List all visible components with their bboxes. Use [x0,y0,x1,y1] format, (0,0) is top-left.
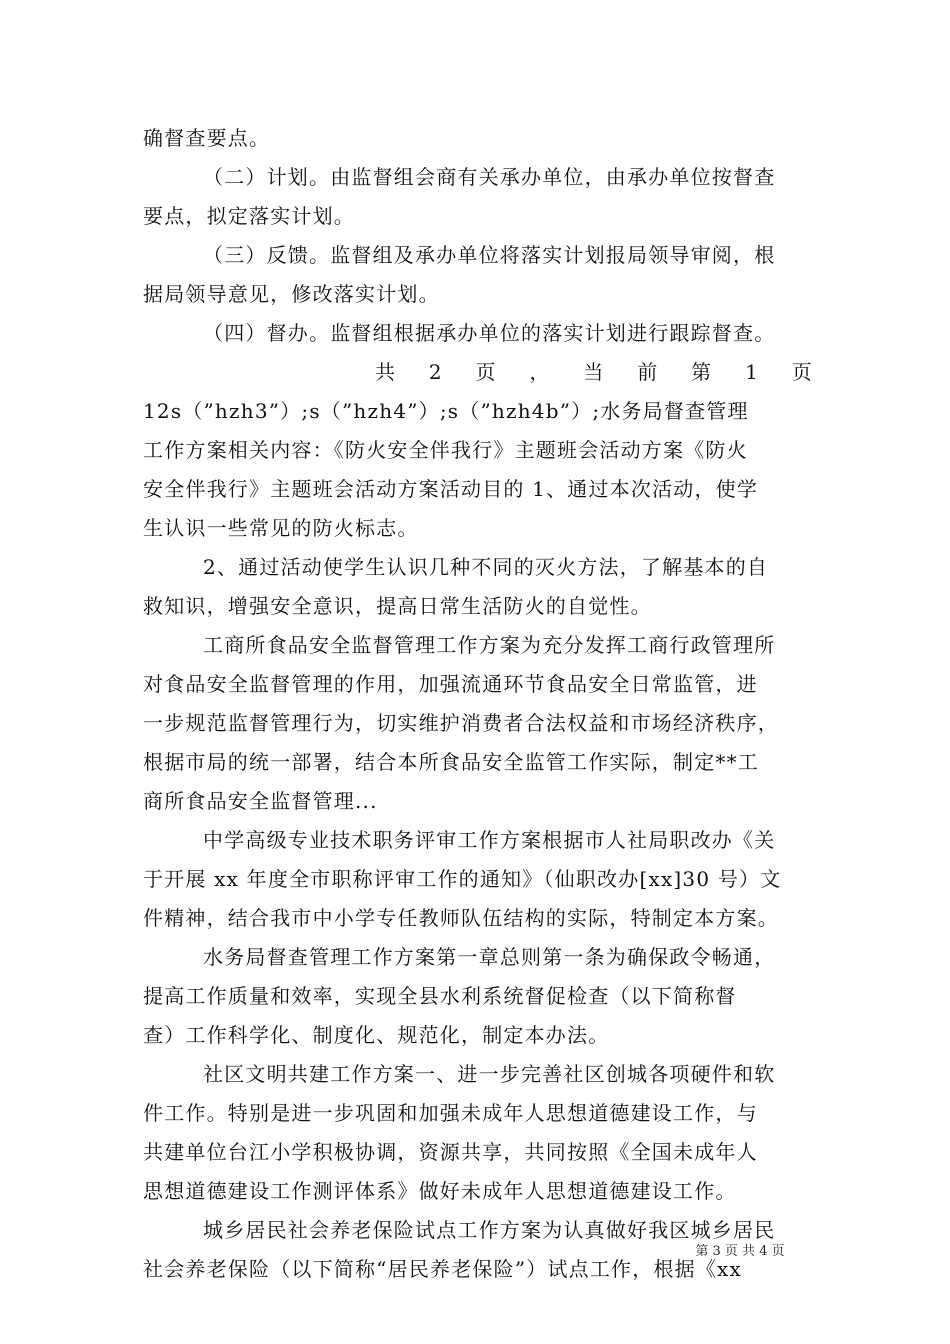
text-line: 商所食品安全监督管理... [143,789,378,813]
text-line: 要点，拟定落实计划。 [143,204,355,228]
text-line: 2、通过活动使学生认识几种不同的灭火方法，了解基本的自 [203,555,769,579]
page-count-token: 页 [791,360,813,384]
page-count-line [143,353,813,392]
page-count-token: 1 [745,360,760,384]
text-line: （三）反馈。监督组及承办单位将落实计划报局领导审阅，根 [203,243,776,267]
text-line: 救知识，增强安全意识，提高日常生活防火的自觉性。 [143,594,652,618]
text-line: 12s（”hzh3”）;s（”hzh4”）;s（”hzh4b”）;水务局督查管理 [143,399,749,423]
page-count-token: ， [529,360,551,384]
text-line: 据局领导意见，修改落实计划。 [143,282,440,306]
page-count-token: 前 [637,360,659,384]
text-line: 安全伴我行》主题班会活动方案活动目的 1、通过本次活动，使学 [143,477,759,501]
text-line: 件工作。特别是进一步巩固和加强未成年人思想道德建设工作，与 [143,1101,758,1125]
text-line: 水务局督查管理工作方案第一章总则第一条为确保政令畅通， [203,945,776,969]
text-line: （四）督办。监督组根据承办单位的落实计划进行跟踪督查。 [203,321,776,345]
text-line: 中学高级专业技术职务评审工作方案根据市人社局职改办《关 [203,828,776,852]
page-count-token: 第 [691,360,713,384]
page-count-token: 2 [428,360,443,384]
text-line: 对食品安全监督管理的作用，加强流通环节食品安全日常监管，进 [143,672,758,696]
text-line: （二）计划。由监督组会商有关承办单位，由承办单位按督查 [203,165,776,189]
text-line: 确督查要点。 [143,126,271,150]
page-count-token: 页 [475,360,497,384]
text-line: 工作方案相关内容：《防火安全伴我行》主题班会活动方案《防火 [143,438,748,462]
text-line: 社区文明共建工作方案一、进一步完善社区创城各项硬件和软 [203,1062,776,1086]
text-line: 一步规范监督管理行为，切实维护消费者合法权益和市场经济秩序， [143,711,779,735]
page-footer: 第 3 页 共 4 页 [695,1244,785,1259]
text-line: 查）工作科学化、制度化、规范化，制定本办法。 [143,1023,610,1047]
document-body [143,119,813,1289]
text-line: 思想道德建设工作测评体系》做好未成年人思想道德建设工作。 [143,1179,737,1203]
text-line: 于开展 xx 年度全市职称评审工作的通知》（仙职改办[xx]30 号）文 [143,867,782,891]
text-line: 社会养老保险（以下简称“居民养老保险”）试点工作，根据《xx [143,1257,743,1281]
text-line: 共建单位台江小学积极协调，资源共享，共同按照《全国未成年人 [143,1140,758,1164]
text-line: 城乡居民社会养老保险试点工作方案为认真做好我区城乡居民 [203,1218,776,1242]
text-line: 提高工作质量和效率，实现全县水利系统督促检查（以下简称督 [143,984,737,1008]
text-line: 工商所食品安全监督管理工作方案为充分发挥工商行政管理所 [203,633,776,657]
page-count-token: 共 [375,360,397,384]
text-line: 生认识一些常见的防火标志。 [143,516,419,540]
text-line: 根据市局的统一部署，结合本所食品安全监管工作实际，制定**工 [143,750,759,774]
text-line: 件精神，结合我市中小学专任教师队伍结构的实际，特制定本方案。 [143,906,779,930]
page-count-token: 当 [583,360,605,384]
